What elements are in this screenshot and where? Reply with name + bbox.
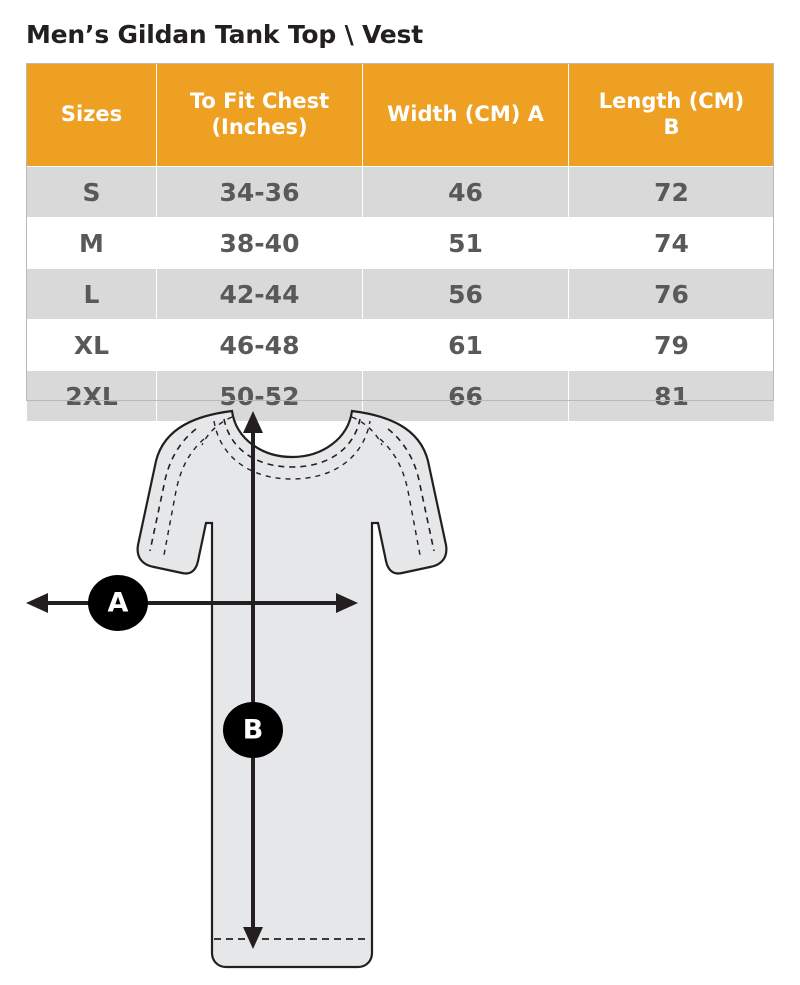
- cell-chest: 46-48: [157, 320, 363, 371]
- cell-length: 79: [569, 320, 775, 371]
- table-header-row: [27, 64, 775, 167]
- table-row: [27, 167, 775, 218]
- cell-size: L: [27, 269, 157, 320]
- cell-size: XL: [27, 320, 157, 371]
- cell-length: 72: [569, 167, 775, 218]
- cell-width: 51: [363, 218, 569, 269]
- cell-chest: 42-44: [157, 269, 363, 320]
- cell-length: 74: [569, 218, 775, 269]
- cell-length: 76: [569, 269, 775, 320]
- cell-width: 46: [363, 167, 569, 218]
- cell-chest: 34-36: [157, 167, 363, 218]
- length-badge-label: B: [242, 714, 264, 746]
- column-header-chest: To Fit Chest (Inches): [157, 64, 363, 167]
- width-badge-label: A: [107, 587, 129, 619]
- vest-body-outline: [138, 411, 447, 967]
- cell-chest: 50-52: [157, 371, 363, 422]
- column-header-width: Width (CM) A: [363, 64, 569, 167]
- cell-length: 81: [569, 371, 775, 422]
- garment-diagram: [0, 405, 800, 985]
- table-row: [27, 269, 775, 320]
- table-row: [27, 320, 775, 371]
- cell-size: 2XL: [27, 371, 157, 422]
- column-header-sizes: Sizes: [27, 64, 157, 167]
- cell-width: 66: [363, 371, 569, 422]
- cell-width: 61: [363, 320, 569, 371]
- vest-illustration: [138, 411, 447, 967]
- cell-size: M: [27, 218, 157, 269]
- table-row: [27, 218, 775, 269]
- cell-size: S: [27, 167, 157, 218]
- column-header-length: Length (CM) B: [569, 64, 775, 167]
- cell-width: 56: [363, 269, 569, 320]
- size-chart-table: [26, 63, 775, 422]
- page-title: Men’s Gildan Tank Top \ Vest: [26, 20, 423, 49]
- cell-chest: 38-40: [157, 218, 363, 269]
